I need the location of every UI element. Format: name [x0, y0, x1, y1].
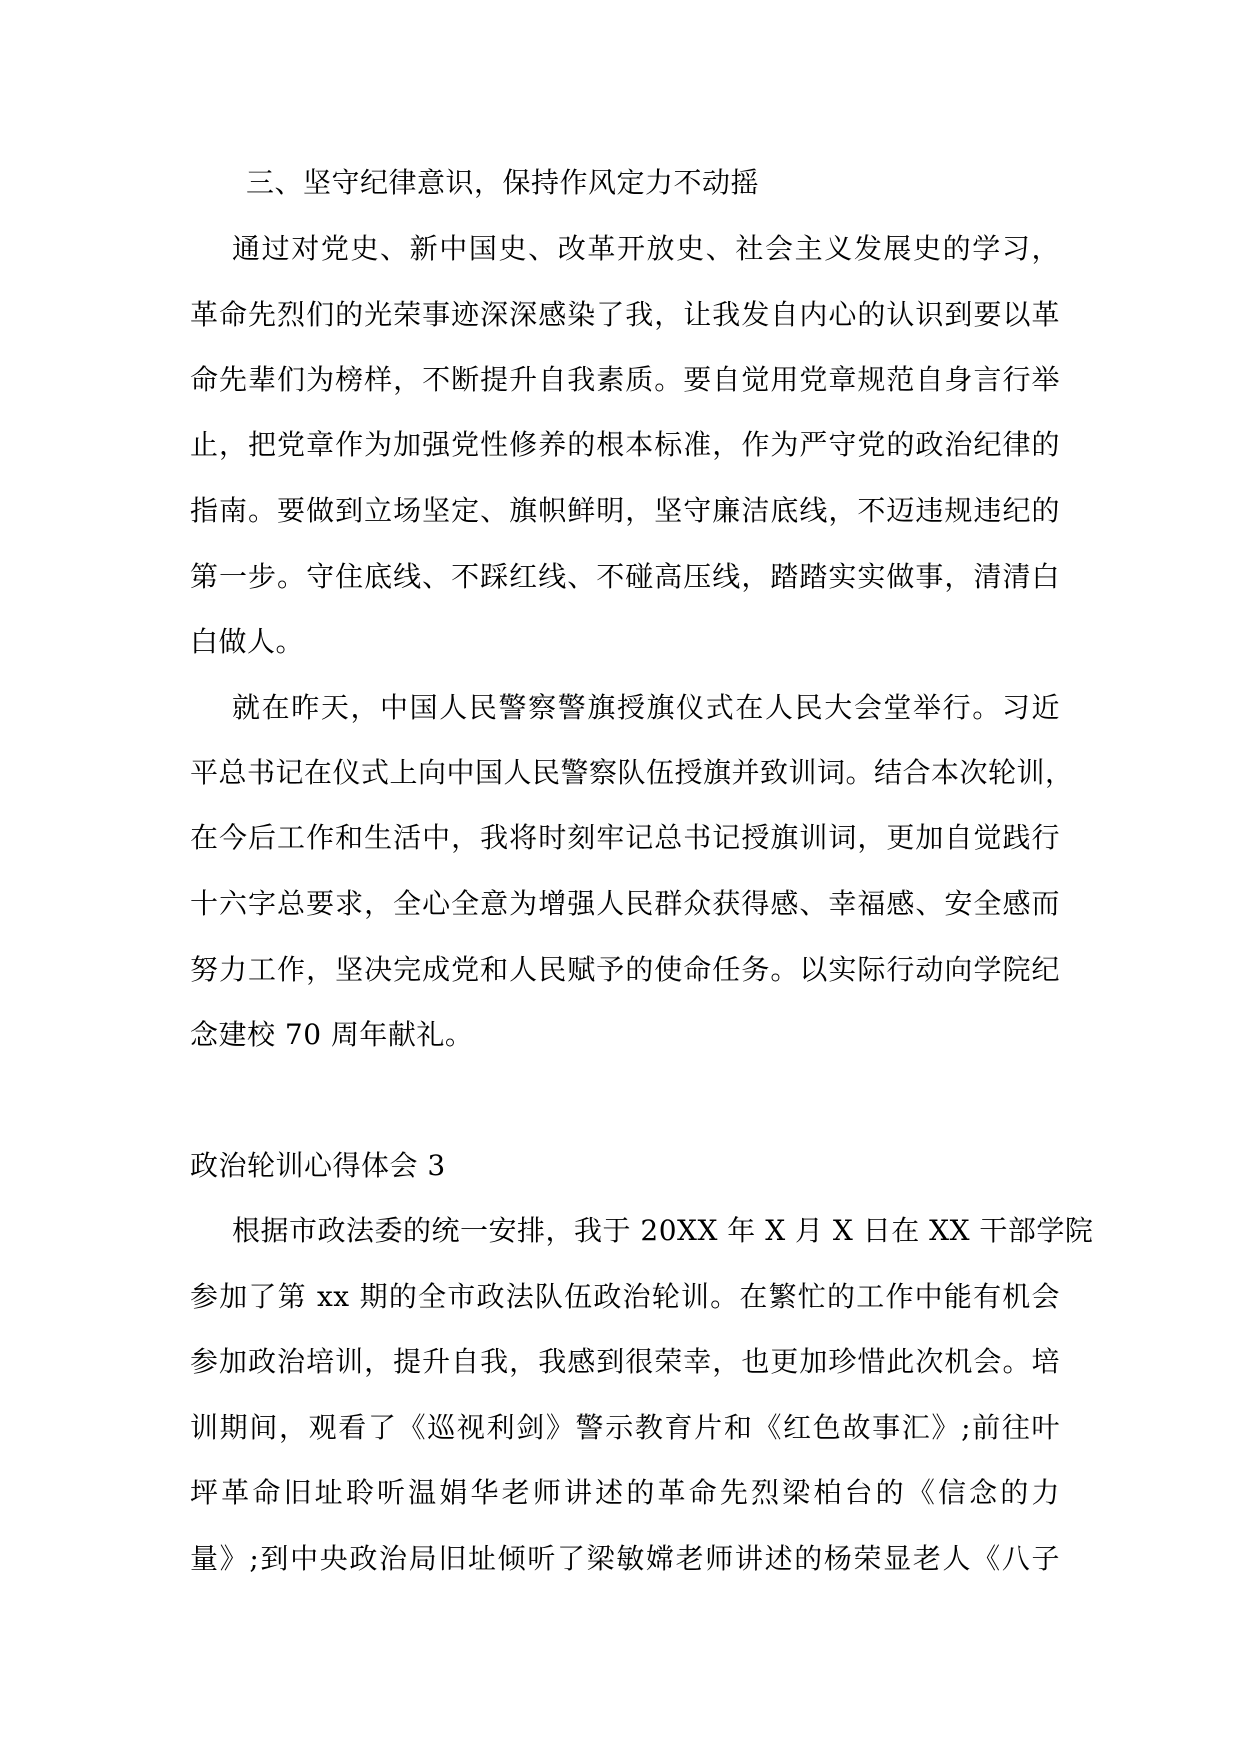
article-title: 政治轮训心得体会 3	[190, 1149, 446, 1182]
paragraph-line: 第一步。守住底线、不踩红线、不碰高压线，踏踏实实做事，清清白	[190, 560, 1060, 593]
paragraph-line: 努力工作，坚决完成党和人民赋予的使命任务。以实际行动向学院纪	[190, 953, 1060, 986]
paragraph-line: 平总书记在仪式上向中国人民警察队伍授旗并致训词。结合本次轮训，	[190, 756, 1074, 789]
section-heading: 三、坚守纪律意识，保持作风定力不动摇	[246, 166, 760, 199]
paragraph-line: 坪革命旧址聆听温娟华老师讲述的革命先烈梁柏台的《信念的力	[190, 1476, 1060, 1509]
paragraph-line: 通过对党史、新中国史、改革开放史、社会主义发展史的学习，	[232, 232, 1060, 265]
paragraph-line: 根据市政法委的统一安排，我于 20XX 年 X 月 X 日在 XX 干部学院	[232, 1214, 1094, 1247]
paragraph-line: 在今后工作和生活中，我将时刻牢记总书记授旗训词，更加自觉践行	[190, 821, 1060, 854]
paragraph-line: 就在昨天，中国人民警察警旗授旗仪式在人民大会堂举行。习近	[232, 691, 1060, 724]
paragraph-line: 十六字总要求，全心全意为增强人民群众获得感、幸福感、安全感而	[190, 887, 1060, 920]
paragraph-line: 指南。要做到立场坚定、旗帜鲜明，坚守廉洁底线，不迈违规违纪的	[190, 494, 1060, 527]
paragraph-line: 训期间，观看了《巡视利剑》警示教育片和《红色故事汇》;前往叶	[190, 1411, 1060, 1444]
paragraph-line: 命先辈们为榜样，不断提升自我素质。要自觉用党章规范自身言行举	[190, 363, 1060, 396]
paragraph-line: 念建校 70 周年献礼。	[190, 1018, 474, 1051]
paragraph-line: 量》;到中央政治局旧址倾听了梁敏嫦老师讲述的杨荣显老人《八子	[190, 1542, 1060, 1575]
paragraph-line: 止，把党章作为加强党性修养的根本标准，作为严守党的政治纪律的	[190, 428, 1060, 461]
paragraph-line: 白做人。	[190, 625, 305, 658]
paragraph-line: 革命先烈们的光荣事迹深深感染了我，让我发自内心的认识到要以革	[190, 298, 1060, 331]
paragraph-line: 参加政治培训，提升自我，我感到很荣幸，也更加珍惜此次机会。培	[190, 1345, 1060, 1378]
paragraph-line: 参加了第 xx 期的全市政法队伍政治轮训。在繁忙的工作中能有机会	[190, 1280, 1060, 1313]
